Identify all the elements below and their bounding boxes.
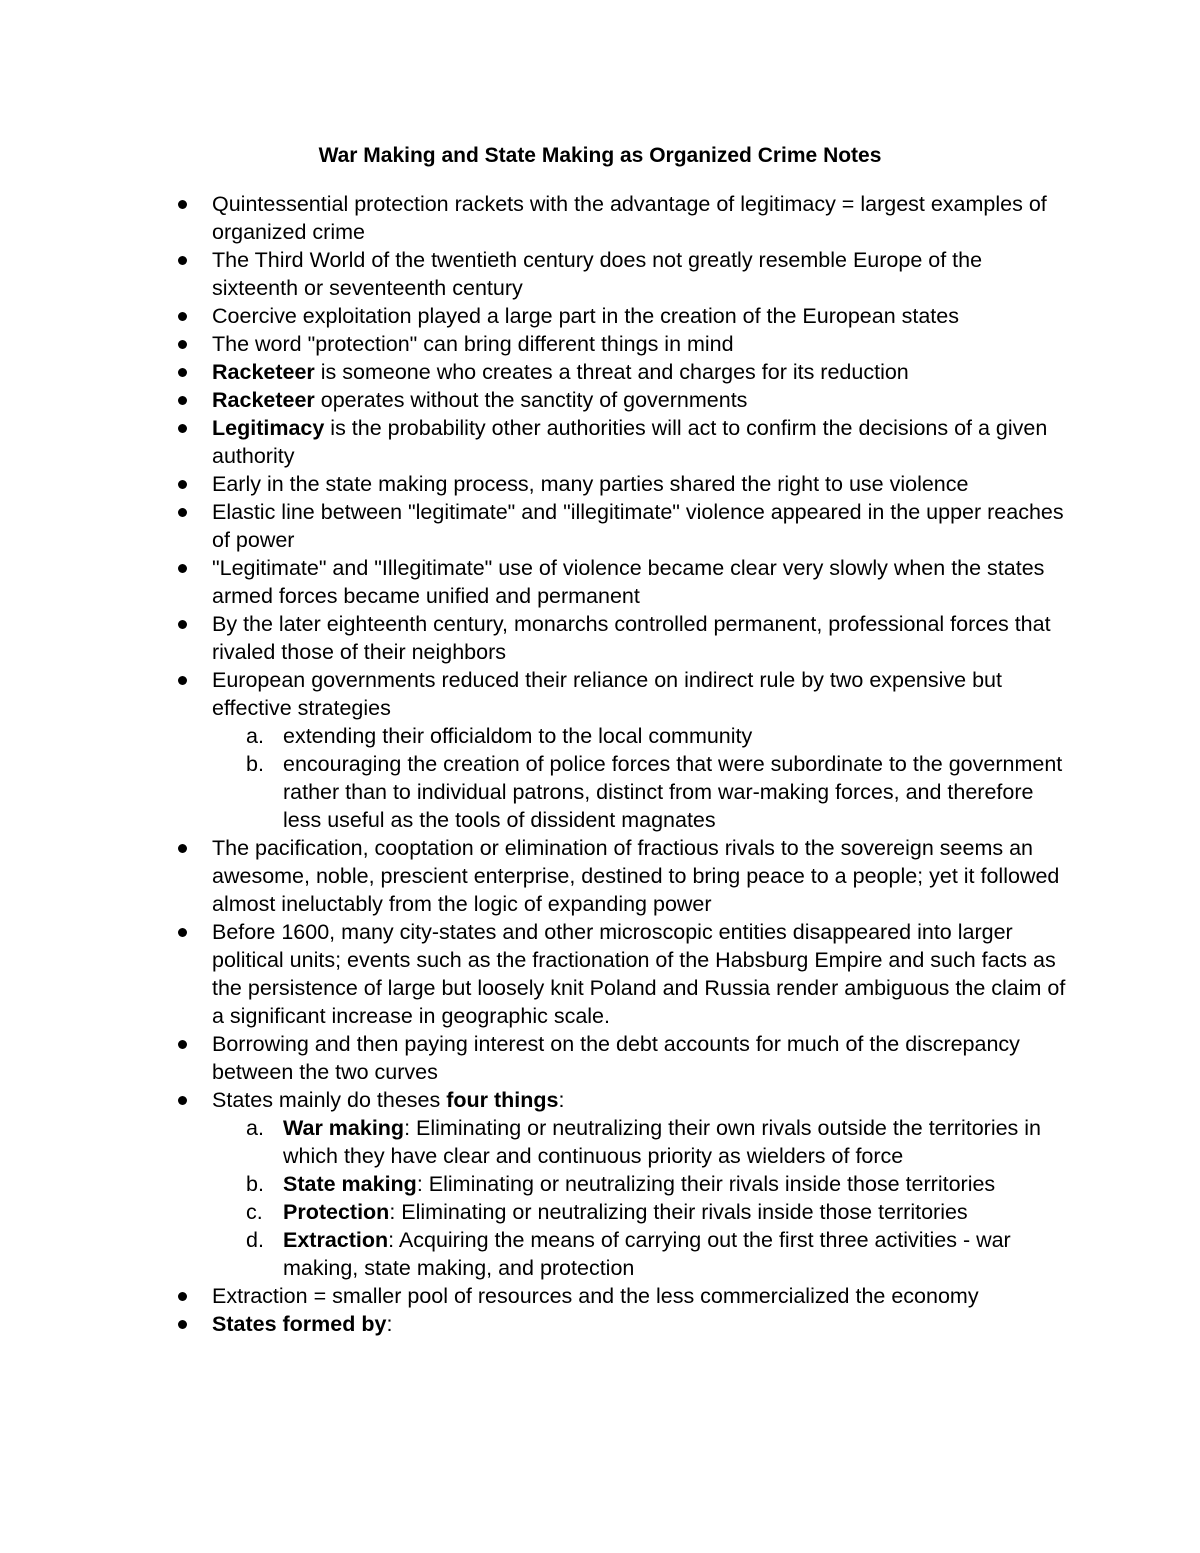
bullet-icon: [178, 1292, 187, 1301]
bullet-icon: [178, 200, 187, 209]
term: State making: [283, 1172, 417, 1196]
bullet-icon: [178, 508, 187, 517]
term: War making: [283, 1116, 405, 1140]
bullet-icon: [178, 396, 187, 405]
term: States formed by: [212, 1312, 387, 1336]
bullet-icon: [178, 1096, 187, 1105]
list-item: Legitimacy is the probability other authorities will act to confirm the decisions of a given authority: [168, 414, 1068, 470]
bullet-icon: [178, 620, 187, 629]
sublist-item: a. extending their officialdom to the local community: [246, 724, 753, 748]
page-title: War Making and State Making as Organized Crime Notes: [318, 144, 882, 167]
list-marker: c.: [246, 1200, 263, 1224]
list-item: "Legitimate" and "Illegitimate" use of violence became clear very slowly when the states armed forces became unified and permanent: [168, 554, 1068, 610]
list-item: States mainly do theses four things: a. War making: Eliminating or neutralizing their own rivals outside the territories in which they have clear and continuous priority as wielders of force b. State making: Eliminating or neutralizing their rivals inside those territories c. Protection: Eliminating or neutralizing their rivals inside those territories d. Extraction: Acquiring the means of carrying out the first three activities - war making, state making, and protection: [168, 1086, 1068, 1282]
bullet-icon: [178, 340, 187, 349]
bullet-icon: [178, 1040, 187, 1049]
strategies-sublist: [212, 722, 1068, 834]
list-marker: b.: [246, 1172, 264, 1196]
sublist-item: a. War making: Eliminating or neutralizing their own rivals outside the territories in which they have clear and continuous priority as wielders of force: [246, 1116, 1042, 1168]
sublist-item: d. Extraction: Acquiring the means of carrying out the first three activities - war making, state making, and protection: [246, 1228, 1011, 1280]
list-item: Before 1600, many city-states and other microscopic entities disappeared into larger political units; events such as the fractionation of the Habsburg Empire and such facts as the persistence of large but loosely knit Poland and Russia render ambiguous the claim of a significant increase in geographic scale.: [168, 918, 1068, 1030]
list-item: Early in the state making process, many parties shared the right to use violence: [168, 470, 1068, 498]
list-item: Quintessential protection rackets with the advantage of legitimacy = largest examples of organized crime: [168, 190, 1068, 246]
list-marker: a.: [246, 1116, 264, 1140]
sublist-item: c. Protection: Eliminating or neutralizing their rivals inside those territories: [246, 1200, 968, 1224]
four-things-sublist: [212, 1114, 1068, 1282]
list-item: Coercive exploitation played a large part in the creation of the European states: [168, 302, 1068, 330]
notes-list: [168, 190, 1068, 1338]
term: four things: [446, 1088, 559, 1112]
term: Extraction: [283, 1228, 389, 1252]
sublist-item: b. State making: Eliminating or neutralizing their rivals inside those territories: [246, 1172, 996, 1196]
list-item: Elastic line between "legitimate" and "illegitimate" violence appeared in the upper reaches of power: [168, 498, 1068, 554]
bullet-icon: [178, 424, 187, 433]
list-marker: d.: [246, 1228, 264, 1252]
term: Racketeer: [212, 388, 315, 412]
bullet-icon: [178, 844, 187, 853]
bullet-icon: [178, 256, 187, 265]
bullet-icon: [178, 1320, 187, 1329]
term: Protection: [283, 1200, 390, 1224]
bullet-icon: [178, 676, 187, 685]
list-item: Racketeer operates without the sanctity of governments: [168, 386, 1068, 414]
bullet-icon: [178, 928, 187, 937]
list-marker: b.: [246, 752, 264, 776]
list-item: European governments reduced their reliance on indirect rule by two expensive but effective strategies a. extending their officialdom to the local community b. encouraging the creation of police forces that were subordinate to the government rather than to individual patrons, distinct from war-making forces, and therefore less useful as the tools of dissident magnates: [168, 666, 1068, 834]
bullet-icon: [178, 564, 187, 573]
list-item: Extraction = smaller pool of resources and the less commercialized the economy: [168, 1282, 1068, 1310]
list-item: The pacification, cooptation or elimination of fractious rivals to the sovereign seems an awesome, noble, prescient enterprise, destined to bring peace to a people; yet it followed almost ineluctably from the logic of expanding power: [168, 834, 1068, 918]
list-item: The word "protection" can bring different things in mind: [168, 330, 1068, 358]
bullet-icon: [178, 312, 187, 321]
list-item: Borrowing and then paying interest on the debt accounts for much of the discrepancy between the two curves: [168, 1030, 1068, 1086]
list-marker: a.: [246, 724, 264, 748]
sublist-item: b. encouraging the creation of police forces that were subordinate to the government rather than to individual patrons, distinct from war-making forces, and therefore less useful as the tools of dissident magnates: [246, 752, 1063, 832]
list-item: By the later eighteenth century, monarchs controlled permanent, professional forces that rivaled those of their neighbors: [168, 610, 1068, 666]
bullet-icon: [178, 368, 187, 377]
term: Legitimacy: [212, 416, 325, 440]
term: Racketeer: [212, 360, 315, 384]
list-item: States formed by:: [168, 1310, 1068, 1338]
bullet-icon: [178, 480, 187, 489]
list-item: The Third World of the twentieth century does not greatly resemble Europe of the sixteenth or seventeenth century: [168, 246, 1068, 302]
list-item: Racketeer is someone who creates a threat and charges for its reduction: [168, 358, 1068, 386]
